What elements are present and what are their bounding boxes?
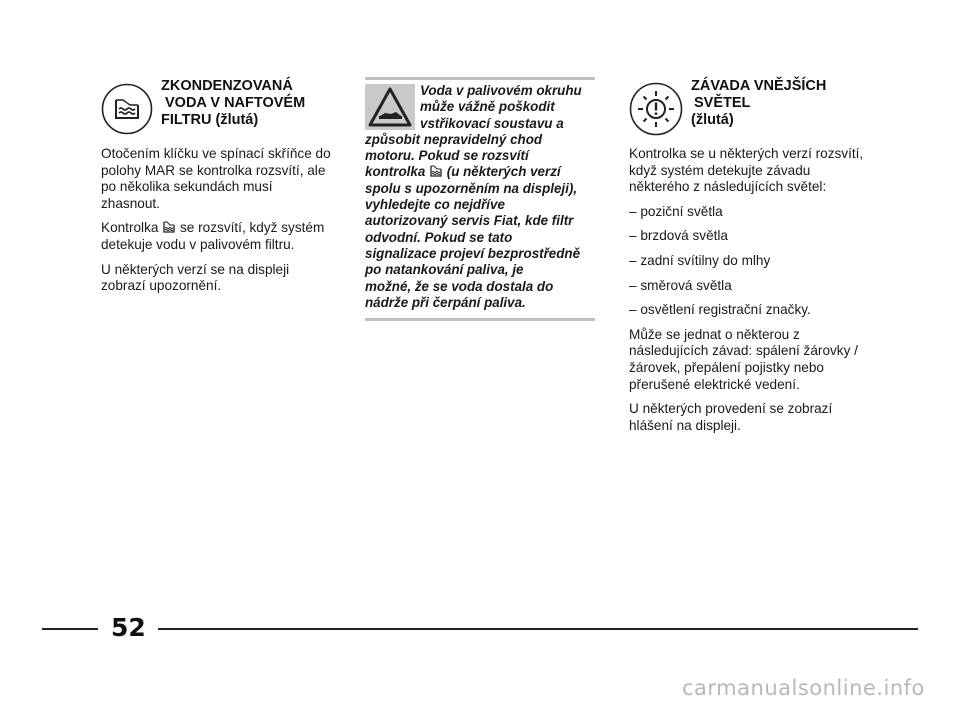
warning-line: odvodní. Pokud se tato <box>365 229 513 245</box>
list-item: – osvětlení registrační značky. <box>629 302 811 318</box>
page-number: 52 <box>111 613 146 642</box>
light-list <box>629 204 865 319</box>
water-in-fuel-icon <box>101 83 153 135</box>
warning-line: signalizace projeví bezprostředně <box>365 245 581 261</box>
heading-line: FILTRU (žlutá) <box>161 112 259 128</box>
paragraph: U některých verzí se na displeji zobrazí upozornění. <box>101 261 290 294</box>
warning-line: možné, že se voda dostala do <box>365 278 554 294</box>
heading-line: ZÁVADA VNĚJŠÍCH <box>691 78 827 94</box>
water-in-fuel-heading <box>161 78 305 129</box>
warning-line: spolu s upozorněním na displeji), <box>365 180 578 196</box>
list-item: – zadní svítilny do mlhy <box>629 252 771 268</box>
warning-line: nádrže při čerpání paliva. <box>365 294 526 310</box>
footer-rule-left <box>42 628 98 630</box>
paragraph: Otočením klíčku ve spínací skříňce do polohy MAR se kontrolka rozsvítí, ale po několika sekundách musí zhasnout. <box>101 146 331 211</box>
list-item: – brzdová světla <box>629 228 728 244</box>
warning-line-text: kontrolka <box>365 164 426 180</box>
exterior-lights-body <box>629 146 865 442</box>
exterior-light-fault-icon <box>629 82 683 136</box>
paragraph: Kontrolka se u některých verzí rozsvítí, když systém detekujte závadu některého z následujících světel: <box>629 146 864 195</box>
paragraph <box>101 220 333 253</box>
heading-line: SVĚTEL <box>694 95 751 111</box>
warning-line: vstřikovací soustavu a <box>420 115 564 131</box>
warning-line: může vážně poškodit <box>420 99 555 115</box>
exterior-lights-heading <box>691 78 826 129</box>
paragraph-text: se rozsvítí, když systém detekuje vodu v palivovém filtru. <box>101 220 325 252</box>
paragraph-text: Kontrolka <box>101 220 159 236</box>
warning-line-text: (u některých verzí <box>446 164 561 180</box>
warning-top-rule <box>365 77 595 80</box>
paragraph: Může se jednat o některou z následujících závad: spálení žárovky / žárovek, přepálení pojistky nebo přerušené elektrické vedení. <box>629 326 858 392</box>
warning-text <box>365 83 601 311</box>
warning-line: autorizovaný servis Fiat, kde filtr <box>365 213 574 229</box>
warning-line <box>365 164 601 180</box>
list-item: – poziční světla <box>629 203 723 219</box>
paragraph: U některých provedení se zobrazí hlášení na displeji. <box>629 401 833 433</box>
water-in-fuel-body <box>101 146 333 303</box>
warning-line: motoru. Pokud se rozsvítí <box>365 148 529 164</box>
footer-rule-right <box>158 628 918 630</box>
watermark: carmanualsonline.info <box>682 676 925 700</box>
warning-bottom-rule <box>365 318 595 321</box>
warning-line: způsobit nepravidelný chod <box>365 131 543 147</box>
heading-line: VODA V NAFTOVÉM <box>165 95 306 111</box>
warning-line: vyhledejte co nejdříve <box>365 197 505 213</box>
water-in-fuel-icon <box>163 221 175 233</box>
list-item: – směrová světla <box>629 277 732 293</box>
warning-line: Voda v palivovém okruhu <box>420 83 582 98</box>
heading-line: (žlutá) <box>691 112 734 128</box>
water-in-fuel-icon <box>430 165 442 177</box>
warning-line: po natankování paliva, je <box>365 262 524 278</box>
heading-line: ZKONDENZOVANÁ <box>161 78 293 94</box>
